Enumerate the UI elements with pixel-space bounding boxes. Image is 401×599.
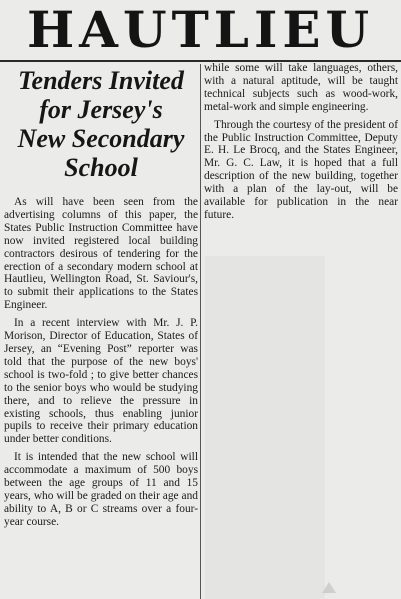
paragraph: Through the courtesy of the president of the Public Instruction Committee, Deputy E. H. Le Brocq, and the States Engineer, Mr. G. C. Law, it is hoped that a full description of the new building, together with a plan of the lay-out, will be available for publication in the near future. <box>204 118 398 221</box>
column-divider <box>200 64 201 599</box>
paragraph: As will have been seen from the advertising columns of this paper, the States Public Instruction Committee have now invited registered local building contractors desirous of tendering for the erection of a secondary modern school at Hautlieu, Wellington Road, St. Saviour's, to submit their applications to the States Engineer. <box>4 196 198 312</box>
cursor-pointer-icon <box>322 582 336 593</box>
right-column <box>204 62 398 262</box>
paragraph: while some will take languages, others, with a natural aptitude, will be taught technical subjects such as wood-work, metal-work and simple engineering. <box>204 62 398 113</box>
left-column <box>4 62 198 599</box>
headline: HAUTLIEU <box>26 0 375 59</box>
paragraph: It is intended that the new school will accommodate a maximum of 500 boys between the age groups of 11 and 15 years, who will be graded on their age and ability to A, B or C streams over a four-year course. <box>4 451 198 528</box>
right-column-text <box>204 62 398 222</box>
blank-area <box>205 256 325 599</box>
deck-line: for Jersey's <box>39 95 163 124</box>
deck-line: School <box>64 153 138 182</box>
deck-line: Tenders Invited <box>18 66 184 95</box>
deck-line: New Secondary <box>17 124 185 153</box>
paragraph: In a recent interview with Mr. J. P. Morison, Director of Education, States of Jersey, an “Evening Post” reporter was told that the purpose of the new boys' school is two-fold ; to give better chances to the senior boys who would be studying there, and to relieve the pressure in existing schools, thus enabling junior pupils to receive their primary education under better conditions. <box>4 317 198 446</box>
left-column-text <box>4 196 198 529</box>
deck-headline <box>4 66 198 182</box>
